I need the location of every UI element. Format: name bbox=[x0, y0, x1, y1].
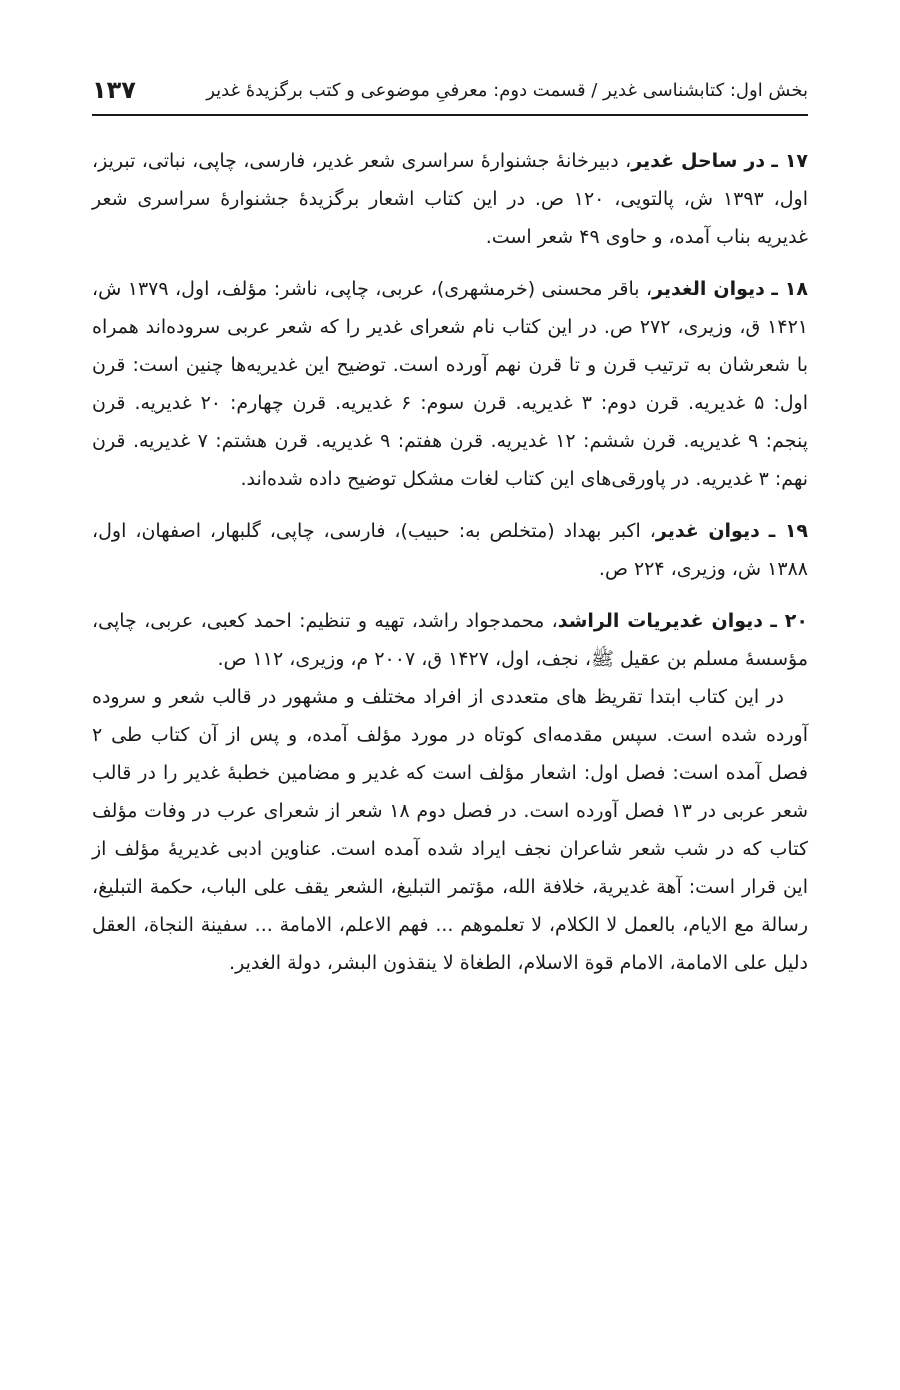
entry-text: ، محمدجواد راشد، تهیه و تنظیم: احمد کعبی، عربی، چاپی، مؤسسهٔ مسلم بن عقیل ﷺ، نجف، اول، ۱۴۲۷ ق، ۲۰۰۷ م، وزیری، ۱۱۲ ص. bbox=[92, 610, 808, 670]
entry-description: در این کتاب ابتدا تقریظ های متعددی از افراد مختلف و مشهور در قالب شعر و سروده آورده شده است. سپس مقدمه‌ای کوتاه در مورد مؤلف آمده، و پس از آن کتاب طی ۲ فصل آمده است: فصل اول: اشعار مؤلف است که غدیر و مضامین خطبهٔ غدیر را در قالب شعر عربی در ۱۳ فصل آورده است. در فصل دوم ۱۸ شعر از شعرای عرب در وفات مؤلف کتاب که در شب شعر شاعران نجف ایراد شده آمده است. عناوین ادبی غدیریهٔ مؤلف از این قرار است: آهة غدیریة، خلافة الله، مؤتمر التبلیغ، الشعر یقف علی الباب، حکمة التبلیغ، رسالة مع الایام، بالعمل لا الکلام، لا تعلموهم ... فهم الاعلم، الامامة ... سفینة النجاة، العقل دلیل علی الامامة، الامام قوة الاسلام، الطغاة لا ینقذون البشر، دولة الغدیر. bbox=[92, 686, 808, 974]
entry-number: ۱۹ ـ bbox=[768, 520, 809, 542]
running-header bbox=[92, 72, 808, 116]
entry-text: ، اکبر بهداد (متخلص به: حبیب)، فارسی، چاپی، گلبهار، اصفهان، اول، ۱۳۸۸ ش، وزیری، ۲۲۴ ص. bbox=[92, 520, 808, 580]
entry-text: ، دبیرخانهٔ جشنوارهٔ سراسری شعر غدیر، فارسی، چاپی، نباتی، تبریز، اول، ۱۳۹۳ ش، پالتویی، ۱۲۰ ص. در این کتاب اشعار برگزیدهٔ جشنوارهٔ سراسری شعر غدیریه بناب آمده، و حاوی ۴۹ شعر است. bbox=[92, 150, 809, 248]
entry-19 bbox=[92, 512, 808, 588]
page-number: ۱۳۷ bbox=[92, 76, 136, 104]
entry-17 bbox=[92, 142, 808, 256]
body-text bbox=[92, 142, 808, 996]
entry-18 bbox=[92, 270, 808, 498]
entry-paragraph bbox=[92, 602, 808, 678]
entry-number: ۱۸ ـ bbox=[771, 278, 808, 300]
entry-text: ، باقر محسنی (خرمشهری)، عربی، چاپی، ناشر: مؤلف، اول، ۱۳۷۹ ش، ۱۴۲۱ ق، وزیری، ۲۷۲ ص. در این کتاب نام شعرای غدیر را که شعر عربی سروده‌اند همراه با شعرشان به ترتیب قرن و تا قرن نهم آورده است. توضیح این غدیریه‌ها چنین است: قرن اول: ۵ غدیریه. قرن دوم: ۳ غدیریه. قرن سوم: ۶ غدیریه. قرن چهارم: ۲۰ غدیریه. قرن پنجم: ۹ غدیریه. قرن ششم: ۱۲ غدیریه. قرن هفتم: ۹ غدیریه. قرن هشتم: ۷ غدیریه. قرن نهم: ۳ غدیریه. در پاورقی‌های این کتاب لغات مشکل توضیح داده شده‌اند. bbox=[92, 278, 809, 490]
entry-20 bbox=[92, 602, 808, 982]
header-title: بخش اول: کتابشناسی غدیر / قسمت دوم: معرفیِ موضوعی و کتب برگزیدهٔ غدیر bbox=[206, 79, 808, 101]
entry-title: در ساحل غدیر bbox=[631, 150, 766, 172]
entry-number: ۲۰ ـ bbox=[770, 610, 808, 632]
entry-paragraph bbox=[92, 270, 808, 498]
entry-paragraph bbox=[92, 512, 808, 588]
entry-number: ۱۷ ـ bbox=[771, 150, 809, 172]
entry-title: دیوان غدیریات الراشد bbox=[557, 610, 764, 632]
entry-title: دیوان غدیر bbox=[655, 520, 760, 542]
entry-title: دیوان الغدیر bbox=[652, 278, 765, 300]
entry-paragraph bbox=[92, 142, 808, 256]
